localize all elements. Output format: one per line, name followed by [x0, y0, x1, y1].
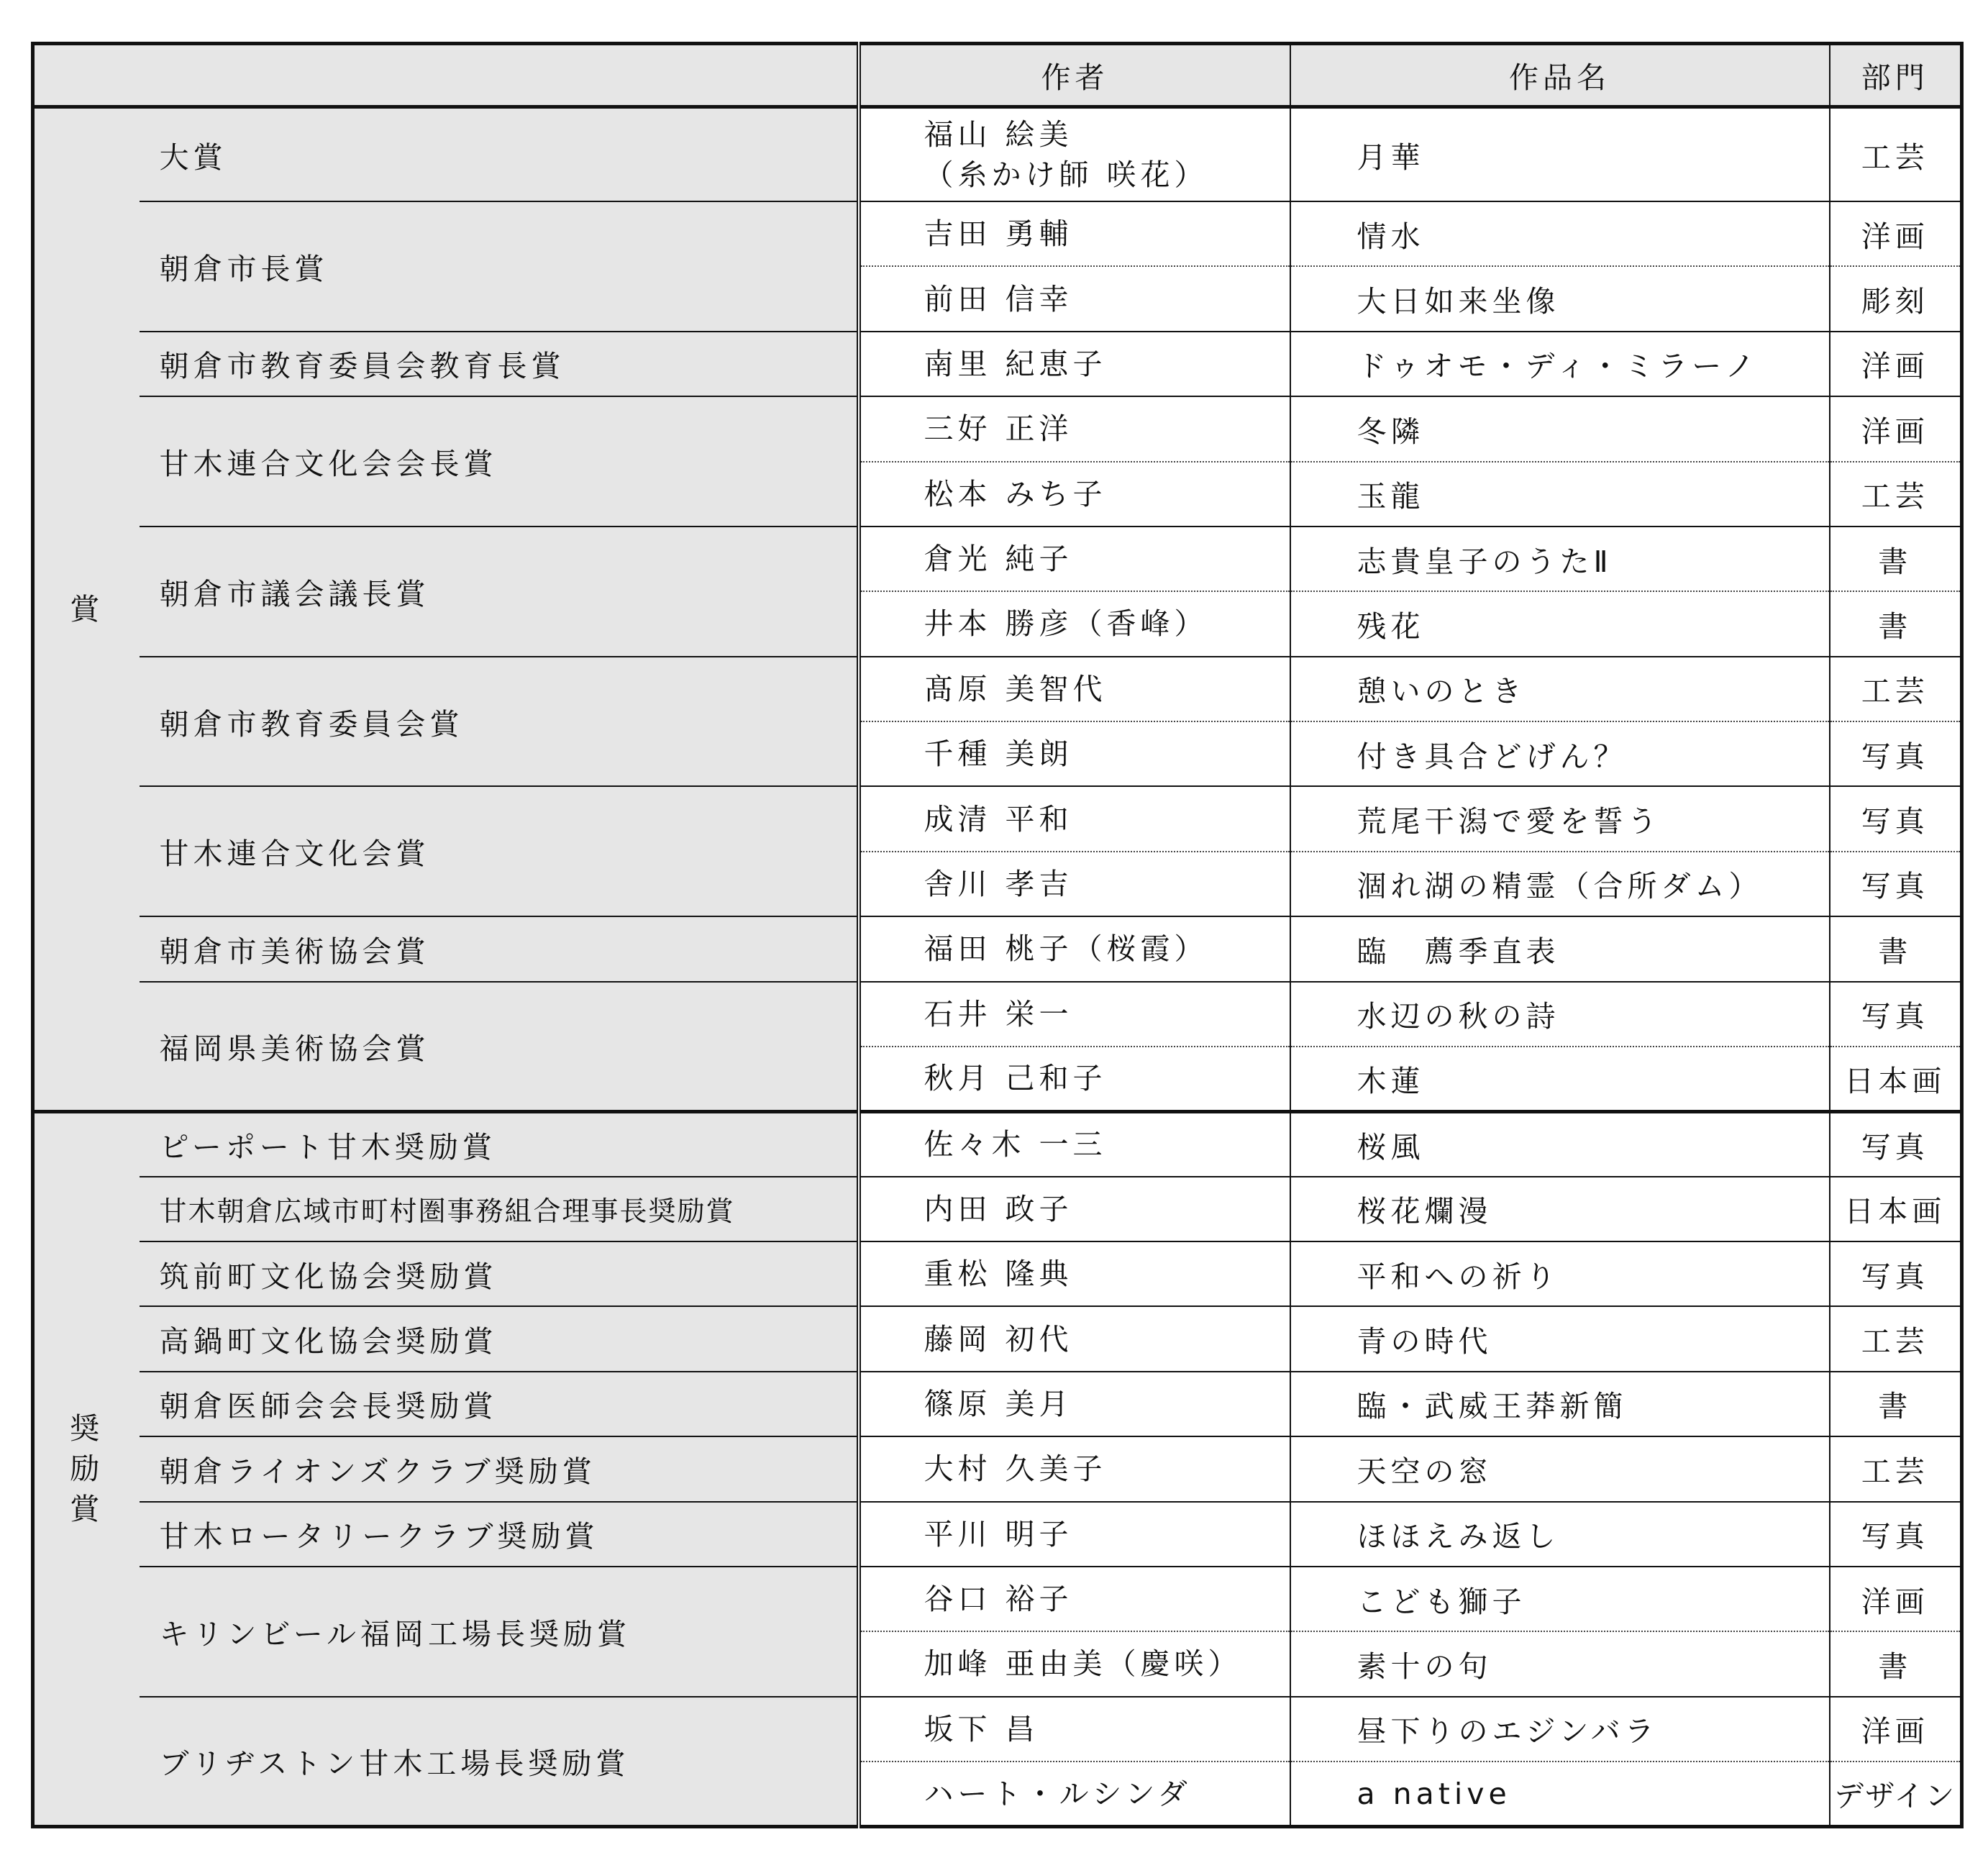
award-results-table	[31, 42, 1964, 1828]
table-row	[33, 1502, 1962, 1567]
department: 写真	[1830, 1241, 1962, 1306]
department: 書	[1830, 591, 1962, 656]
author-name: 吉田 勇輔	[859, 201, 1290, 266]
author-line: （糸かけ師 咲花）	[924, 158, 1208, 193]
award-name: ピーポート甘木奨励賞	[140, 1111, 859, 1176]
department: 写真	[1830, 852, 1962, 916]
table-row	[33, 1306, 1962, 1371]
group-label-encouragement	[33, 1111, 140, 1826]
department: 日本画	[1830, 1047, 1962, 1111]
work-title: 青の時代	[1290, 1306, 1830, 1371]
table-row	[33, 1567, 1962, 1631]
department: 写真	[1830, 721, 1962, 786]
author-name: 坂下 昌	[859, 1697, 1290, 1762]
department: 洋画	[1830, 1567, 1962, 1631]
work-title: a native	[1290, 1762, 1830, 1826]
author-name: 舎川 孝吉	[859, 852, 1290, 916]
table-row	[33, 396, 1962, 461]
award-name: 甘木連合文化会賞	[140, 786, 859, 916]
department: 洋画	[1830, 396, 1962, 461]
table-row	[33, 107, 1962, 202]
work-title: 荒尾干潟で愛を誓う	[1290, 786, 1830, 851]
author-name	[859, 107, 1290, 202]
work-title: こども獅子	[1290, 1567, 1830, 1631]
work-title: 臨 薦季直表	[1290, 916, 1830, 981]
work-title: 月華	[1290, 107, 1830, 202]
table-row	[33, 1177, 1962, 1241]
department: 工芸	[1830, 1436, 1962, 1501]
work-title: 素十の句	[1290, 1631, 1830, 1696]
table-row	[33, 786, 1962, 851]
work-title: 情水	[1290, 201, 1830, 266]
department: 彫刻	[1830, 266, 1962, 331]
author-name: ハート・ルシンダ	[859, 1762, 1290, 1826]
group-label-prize	[33, 107, 140, 1112]
author-name: 石井 栄一	[859, 982, 1290, 1047]
header-corner-cell	[33, 44, 859, 107]
table-row	[33, 1111, 1962, 1176]
department: 工芸	[1830, 1306, 1962, 1371]
work-title: 昼下りのエジンバラ	[1290, 1697, 1830, 1762]
award-name: 甘木ロータリークラブ奨励賞	[140, 1502, 859, 1567]
work-title: 憩いのとき	[1290, 657, 1830, 721]
work-title: 残花	[1290, 591, 1830, 656]
author-name: 佐々木 一三	[859, 1111, 1290, 1176]
author-name: 井本 勝彦（香峰）	[859, 591, 1290, 656]
group-label-char: 奨	[70, 1411, 104, 1446]
author-name: 平川 明子	[859, 1502, 1290, 1567]
table-row	[33, 527, 1962, 591]
author-name: 秋月 己和子	[859, 1047, 1290, 1111]
award-name: 朝倉市教育委員会教育長賞	[140, 332, 859, 396]
group-label-char: 賞	[70, 591, 104, 626]
work-title: 水辺の秋の詩	[1290, 982, 1830, 1047]
table-row	[33, 916, 1962, 981]
author-name: 成清 平和	[859, 786, 1290, 851]
author-name: 髙原 美智代	[859, 657, 1290, 721]
department: 工芸	[1830, 107, 1962, 202]
table-row	[33, 201, 1962, 266]
department: 工芸	[1830, 657, 1962, 721]
author-name: 前田 信幸	[859, 266, 1290, 331]
header-work: 作品名	[1290, 44, 1830, 107]
department: 写真	[1830, 1111, 1962, 1176]
work-title: ほほえみ返し	[1290, 1502, 1830, 1567]
work-title: 木蓮	[1290, 1047, 1830, 1111]
author-name: 福田 桃子（桜霞）	[859, 916, 1290, 981]
author-name: 重松 隆典	[859, 1241, 1290, 1306]
work-title: 玉龍	[1290, 462, 1830, 527]
work-title: 臨・武威王莽新簡	[1290, 1372, 1830, 1436]
award-name: 福岡県美術協会賞	[140, 982, 859, 1112]
header-dept: 部門	[1830, 44, 1962, 107]
author-name: 内田 政子	[859, 1177, 1290, 1241]
award-name: ブリヂストン甘木工場長奨励賞	[140, 1697, 859, 1827]
table-row	[33, 332, 1962, 396]
table-row	[33, 1241, 1962, 1306]
award-name: 大賞	[140, 107, 859, 202]
department: 工芸	[1830, 462, 1962, 527]
award-name: 朝倉市美術協会賞	[140, 916, 859, 981]
work-title: 桜花爛漫	[1290, 1177, 1830, 1241]
author-line: 福山 絵美	[924, 117, 1073, 152]
department: 写真	[1830, 786, 1962, 851]
award-name: 甘木朝倉広域市町村圏事務組合理事長奨励賞	[140, 1177, 859, 1241]
author-name: 三好 正洋	[859, 396, 1290, 461]
department: 書	[1830, 1631, 1962, 1696]
award-name: 朝倉市議会議長賞	[140, 527, 859, 657]
award-name: 朝倉市長賞	[140, 201, 859, 332]
work-title: 涸れ湖の精霊（合所ダム）	[1290, 852, 1830, 916]
header-author: 作者	[859, 44, 1290, 107]
work-title: 志貴皇子のうたⅡ	[1290, 527, 1830, 591]
author-name: 加峰 亜由美（慶咲）	[859, 1631, 1290, 1696]
group-label-char: 賞	[70, 1492, 104, 1527]
department: 洋画	[1830, 332, 1962, 396]
award-name: 朝倉医師会会長奨励賞	[140, 1372, 859, 1436]
award-name: キリンビール福岡工場長奨励賞	[140, 1567, 859, 1697]
author-name: 藤岡 初代	[859, 1306, 1290, 1371]
department: 洋画	[1830, 1697, 1962, 1762]
table-row	[33, 1372, 1962, 1436]
department: 書	[1830, 916, 1962, 981]
department: 書	[1830, 527, 1962, 591]
table-row	[33, 1436, 1962, 1501]
author-name: 谷口 裕子	[859, 1567, 1290, 1631]
work-title: 平和への祈り	[1290, 1241, 1830, 1306]
author-name: 松本 みち子	[859, 462, 1290, 527]
work-title: ドゥオモ・ディ・ミラーノ	[1290, 332, 1830, 396]
author-name: 千種 美朗	[859, 721, 1290, 786]
department: 洋画	[1830, 201, 1962, 266]
award-name: 朝倉市教育委員会賞	[140, 657, 859, 787]
author-name: 南里 紀恵子	[859, 332, 1290, 396]
table-row	[33, 657, 1962, 721]
department: 書	[1830, 1372, 1962, 1436]
department: 日本画	[1830, 1177, 1962, 1241]
work-title: 付き具合どげん？	[1290, 721, 1830, 786]
table-row	[33, 982, 1962, 1047]
work-title: 桜風	[1290, 1111, 1830, 1176]
work-title: 天空の窓	[1290, 1436, 1830, 1501]
department: 写真	[1830, 1502, 1962, 1567]
work-title: 冬隣	[1290, 396, 1830, 461]
author-name: 倉光 純子	[859, 527, 1290, 591]
award-name: 高鍋町文化協会奨励賞	[140, 1306, 859, 1371]
department: 写真	[1830, 982, 1962, 1047]
header-row	[33, 44, 1962, 107]
award-name: 甘木連合文化会会長賞	[140, 396, 859, 527]
work-title: 大日如来坐像	[1290, 266, 1830, 331]
department: デザイン	[1830, 1762, 1962, 1826]
table-row	[33, 1697, 1962, 1762]
award-name: 筑前町文化協会奨励賞	[140, 1241, 859, 1306]
group-label-char: 励	[70, 1452, 104, 1487]
award-name: 朝倉ライオンズクラブ奨励賞	[140, 1436, 859, 1501]
author-name: 大村 久美子	[859, 1436, 1290, 1501]
author-name: 篠原 美月	[859, 1372, 1290, 1436]
